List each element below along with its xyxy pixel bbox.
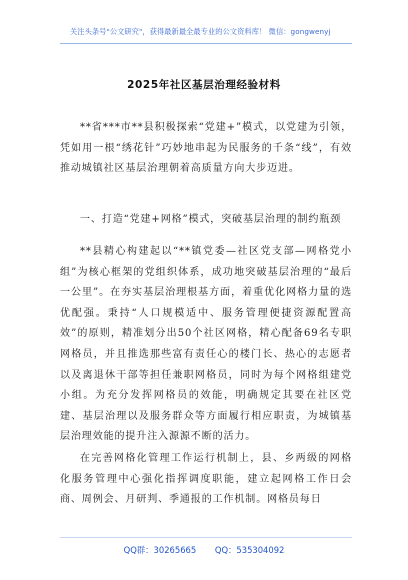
paragraph-text: **县精心构建起以“**镇党委—社区党支部—网格党小组”为核心框架的党组织体系，成功地突破基层治理的“最后一公里”。在夯实基层治理根基方面，着重优化网格力量的选优配强。秉持“人口规模适中、服务管理便捷资源配置高效”的原则，精准划分出50个社区网格，精心配备69名专职网格员，并且推选那些富有责任心的楼门长、热心的志愿者以及离退休干部等担任兼职网格员，同时为每个网格组建党小组。为充分发挥网格员的效能，明确规定其要在社区党建、基层治理以及服务群众等方面履行相应职责，为城镇基层治理效能的提升注入源源不断的活力。 [60, 246, 352, 443]
paragraph-text: **省***市**县积极探索“党建+”模式，以党建为引领，凭如用一根“绣花针”巧妙地串起为民服务的千条“线”，有效推动城镇社区基层治理朝着高质量方向大步迈进。 [60, 122, 352, 175]
footer-divider [60, 537, 352, 538]
paragraph-continued [60, 449, 352, 511]
footer-contact [0, 544, 408, 556]
footer-qq-group: QQ群：30265665 [123, 545, 197, 555]
section-heading [60, 210, 352, 231]
paragraph-body [60, 242, 352, 448]
header-divider [60, 43, 352, 44]
document-title: 2025年社区基层治理经验材料 [127, 79, 281, 91]
section-heading-text: 一、打造“党建+网格”模式，突破基层治理的制约瓶颈 [80, 214, 342, 225]
paragraph-intro [60, 118, 352, 180]
paragraph-text: 在完善网格化管理工作运行机制上，县、乡两级的网格化服务管理中心强化指挥调度职能，建立起网格工作日会商、周例会、月研判、季通报的工作机制。网格员每日 [60, 453, 352, 506]
footer-qq: QQ：535304092 [214, 545, 285, 555]
header-notice: 关注头条号"公文研究"，获得最新最全最专业的公文资料库！ 微信：gongwenyj [70, 27, 331, 36]
